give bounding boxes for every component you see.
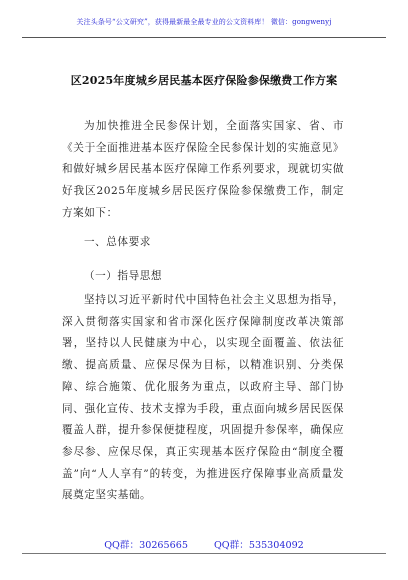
document-title: 区2025年度城乡居民基本医疗保险参保缴费工作方案 xyxy=(70,74,338,87)
section-heading: 一、总体要求 xyxy=(84,236,151,248)
footer-contact xyxy=(0,537,408,551)
header-divider xyxy=(22,37,386,38)
subsection-heading: （一）指导思想 xyxy=(84,270,163,282)
qq-group-2: QQ群：535304092 xyxy=(213,540,304,551)
intro-paragraph: 为加快推进全民参保计划，全面落实国家、省、市《关于全面推进基本医疗保险全民参保计划的实施意见》和做好城乡居民基本医疗保障工作系列要求，现就切实做好我区2025年度城乡居民医疗保险参保缴费工作，制定方案如下： xyxy=(62,120,344,219)
qq-group-1: QQ群：30265665 xyxy=(104,540,188,551)
header-promo-note: 关注头条号“公文研究”，获得最新最全最专业的公文资料库！ 微信：gongwenyj xyxy=(76,18,332,26)
guiding-ideology-paragraph: 坚持以习近平新时代中国特色社会主义思想为指导，深入贯彻落实国家和省市深化医疗保障制度改革决策部署，坚持以人民健康为中心，以实现全面覆盖、依法征缴、提高质量、应保尽保为目标，以精准识别、分类保障、综合施策、优化服务为重点，以政府主导、部门协同、强化宣传、技术支撑为手段，重点面向城乡居民医保覆盖人群，提升参保便捷程度，巩固提升参保率，确保应参尽参、应保尽保，真正实现基本医疗保险由“制度全覆盖”向“人人享有”的转变，为推进医疗保障事业高质量发展奠定坚实基础。 xyxy=(62,294,344,502)
footer-divider xyxy=(22,553,386,554)
